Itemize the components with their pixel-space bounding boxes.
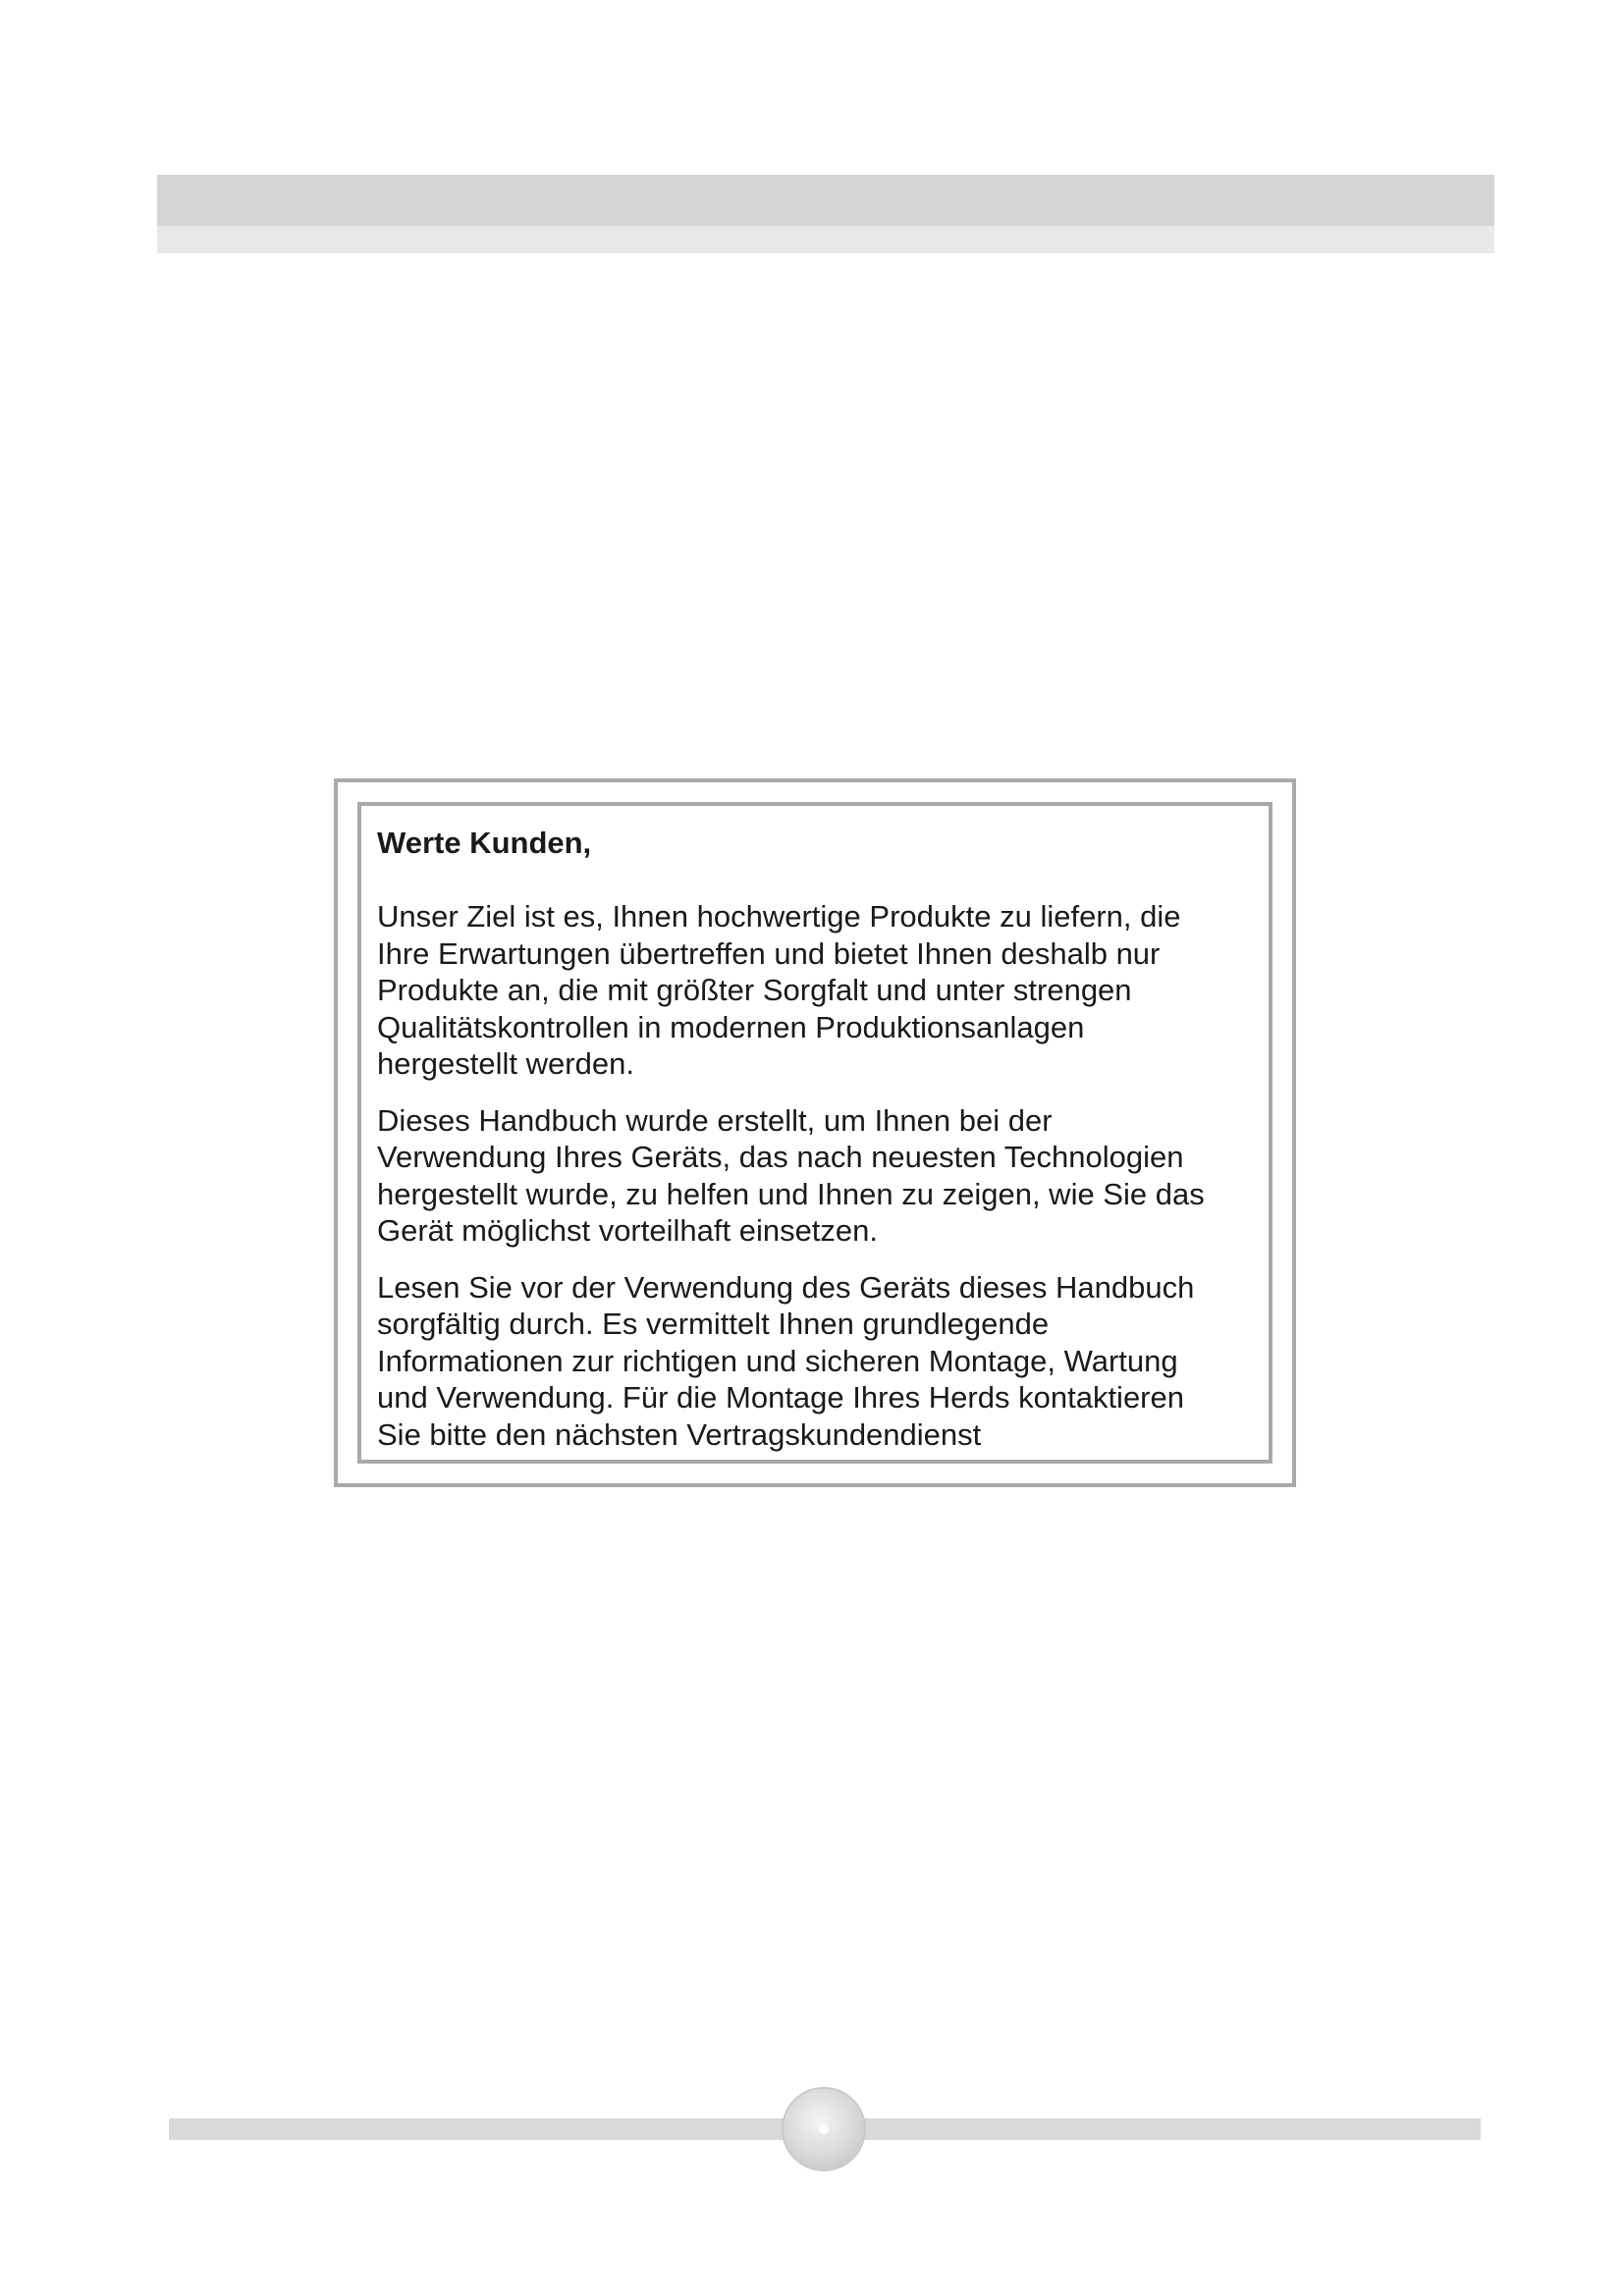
notice-paragraph-3 [377, 1269, 1269, 1454]
notice-line: Gerät möglichst vorteilhaft einsetzen. [377, 1213, 879, 1248]
notice-line: sorgfältig durch. Es vermittelt Ihnen grundlegende [377, 1307, 1050, 1341]
header-bar-bottom [157, 226, 1494, 253]
page-marker-circle [784, 2089, 864, 2169]
header-bar [157, 175, 1494, 253]
notice-paragraph-1 [377, 898, 1269, 1083]
notice-line: und Verwendung. Für die Montage Ihres Herds kontaktieren [377, 1380, 1184, 1415]
notice-line: Dieses Handbuch wurde erstellt, um Ihnen bei der [377, 1102, 1053, 1138]
customer-notice-box [334, 778, 1296, 1487]
notice-line: Informationen zur richtigen und sicheren Montage, Wartung [377, 1343, 1178, 1378]
notice-line: Unser Ziel ist es, Ihnen hochwertige Produkte zu liefern, die [377, 899, 1181, 934]
notice-line: Lesen Sie vor der Verwendung des Geräts dieses Handbuch [377, 1269, 1195, 1305]
notice-line: hergestellt werden. [377, 1046, 634, 1081]
notice-line: Produkte an, die mit größter Sorgfalt und unter strengen [377, 973, 1132, 1007]
page-marker-highlight [819, 2124, 829, 2134]
header-bar-top [157, 175, 1494, 226]
notice-line: Ihre Erwartungen übertreffen und bietet Ihnen deshalb nur [377, 935, 1161, 971]
customer-notice-inner-frame [357, 802, 1272, 1464]
notice-paragraph-2 [377, 1102, 1269, 1250]
notice-line: Sie bitte den nächsten Vertragskundendienst [377, 1416, 982, 1452]
notice-line: Qualitätskontrollen in modernen Produktionsanlagen [377, 1009, 1085, 1044]
notice-line: hergestellt wurde, zu helfen und Ihnen zu zeigen, wie Sie das [377, 1176, 1205, 1211]
notice-line: Verwendung Ihres Geräts, das nach neuesten Technologien [377, 1140, 1184, 1174]
notice-title: Werte Kunden, [377, 826, 592, 860]
